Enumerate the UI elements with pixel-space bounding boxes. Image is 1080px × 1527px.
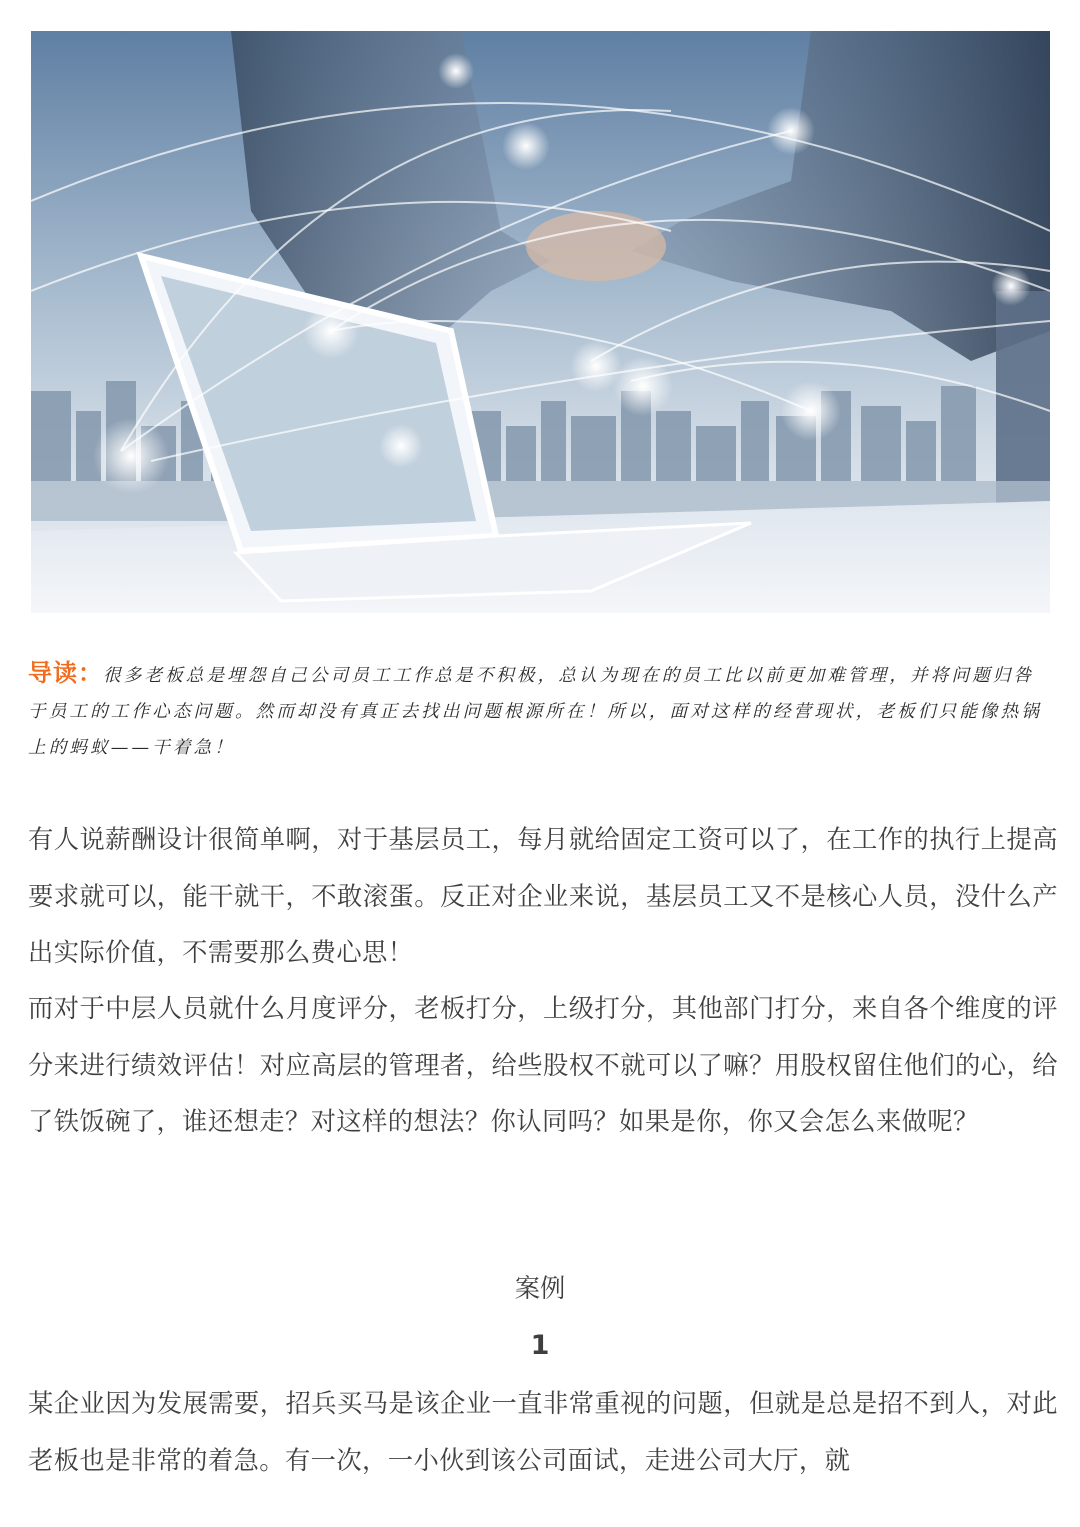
intro-summary [28,655,1054,766]
body-paragraph-1: 有人说薪酬设计很简单啊，对于基层员工，每月就给固定工资可以了，在工作的执行上提高要求就可以，能干就干，不敢滚蛋。反正对企业来说，基层员工又不是核心人员，没什么产出实际价值，不需要那么费心思！ [28,825,1058,967]
case-heading: 案例 [514,1274,566,1303]
hero-image [31,31,1050,613]
intro-lead-label: 导读： [28,659,103,687]
body-paragraph-3: 某企业因为发展需要，招兵买马是该企业一直非常重视的问题，但就是总是招不到人，对此老板也是非常的着急。有一次，一小伙到该公司面试，走进公司大厅，就 [28,1389,1058,1475]
business-handshake-city-network-photo-icon [31,31,1050,613]
body-paragraph-2: 而对于中层人员就什么月度评分，老板打分，上级打分，其他部门打分，来自各个维度的评分来进行绩效评估！对应高层的管理者，给些股权不就可以了嘛？用股权留住他们的心，给了铁饭碗了，谁还想走？对这样的想法？你认同吗？如果是你，你又会怎么来做呢？ [28,994,1058,1136]
case-number: 1 [530,1330,550,1361]
intro-text: 很多老板总是埋怨自己公司员工工作总是不积极，总认为现在的员工比以前更加难管理，并将问题归咎于员工的工作心态问题。然而却没有真正去找出问题根源所在！所以，面对这样的经营现状，老板们只能像热锅上的蚂蚁——干着急！ [28,666,1042,758]
